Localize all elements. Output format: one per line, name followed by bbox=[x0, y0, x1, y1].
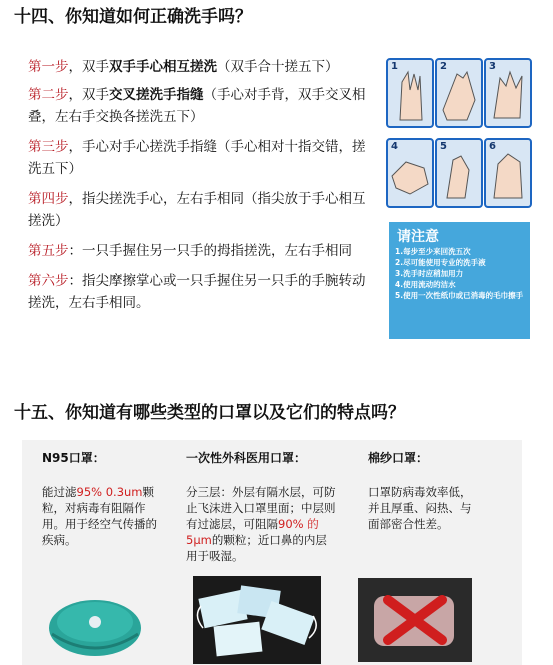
notice-item: 3.洗手时应稍加用力 bbox=[395, 269, 464, 278]
notice-item: 4.使用流动的洁水 bbox=[395, 280, 456, 289]
hand-step-6-image: 6 bbox=[484, 138, 532, 208]
handwash-illustration bbox=[386, 58, 532, 216]
mask-cotton bbox=[368, 450, 472, 532]
surgical-mask-image bbox=[193, 576, 321, 664]
hand-step-5-image: 5 bbox=[435, 138, 483, 208]
notice-item: 5.使用一次性纸巾或已消毒的毛巾擦手 bbox=[395, 291, 524, 300]
mask-surgical-desc: 分三层：外层有隔水层，可防止飞沫进入口罩里面；中层则有过滤层，可阻隔90% 的5μm的颗粒；近口鼻的内层用于吸湿。 bbox=[186, 485, 336, 563]
hand-step-2-image: 2 bbox=[435, 58, 483, 128]
step-4: 第四步，指尖搓洗手心，左右手相同（指尖放于手心相互搓洗） bbox=[28, 191, 366, 229]
mask-surgical bbox=[186, 450, 336, 564]
hand-step-1-image: 1 bbox=[386, 58, 434, 128]
n95-mask-image bbox=[40, 578, 150, 660]
mask-n95-desc: 能过滤95% 0.3um颗粒，对病毒有阻隔作用。用于经空气传播的疾病。 bbox=[42, 485, 157, 547]
notice-item: 1.每步至少来回洗五次 bbox=[395, 247, 471, 256]
wash-steps bbox=[28, 56, 378, 314]
notice-item: 2.尽可能使用专业的洗手液 bbox=[395, 258, 486, 267]
notice-box bbox=[389, 222, 530, 339]
notice-title: 请注意 bbox=[397, 229, 439, 245]
step-5: 第五步：一只手握住另一只手的拇指搓洗，左右手相同 bbox=[28, 243, 352, 259]
step-2: 第二步，双手交叉搓洗手指缝（手心对手背，双手交叉相叠，左右手交换各搓洗五下） bbox=[28, 87, 366, 125]
mask-surgical-title: 一次性外科医用口罩： bbox=[186, 451, 307, 465]
mask-cotton-desc: 口罩防病毒效率低，并且厚重、闷热、与面部密合性差。 bbox=[368, 485, 472, 531]
step-6: 第六步：指尖摩擦掌心或一只手握住另一只手的手腕转动搓洗，左右手相同。 bbox=[28, 273, 366, 311]
cotton-mask-image bbox=[358, 578, 472, 662]
section-14-title: 十四、你知道如何正确洗手吗？ bbox=[14, 7, 252, 27]
mask-cotton-title: 棉纱口罩： bbox=[368, 451, 429, 465]
section-15-title: 十五、你知道有哪些类型的口罩以及它们的特点吗？ bbox=[14, 403, 405, 423]
hand-step-4-image: 4 bbox=[386, 138, 434, 208]
notice-list bbox=[389, 246, 527, 301]
mask-n95-title: N95口罩： bbox=[42, 451, 105, 465]
hand-step-3-image: 3 bbox=[484, 58, 532, 128]
step-3: 第三步，手心对手心搓洗手指缝（手心相对十指交错，搓洗五下） bbox=[28, 139, 366, 177]
step-1: 第一步，双手双手手心相互搓洗（双手合十搓五下） bbox=[28, 59, 339, 75]
mask-n95 bbox=[42, 450, 160, 548]
